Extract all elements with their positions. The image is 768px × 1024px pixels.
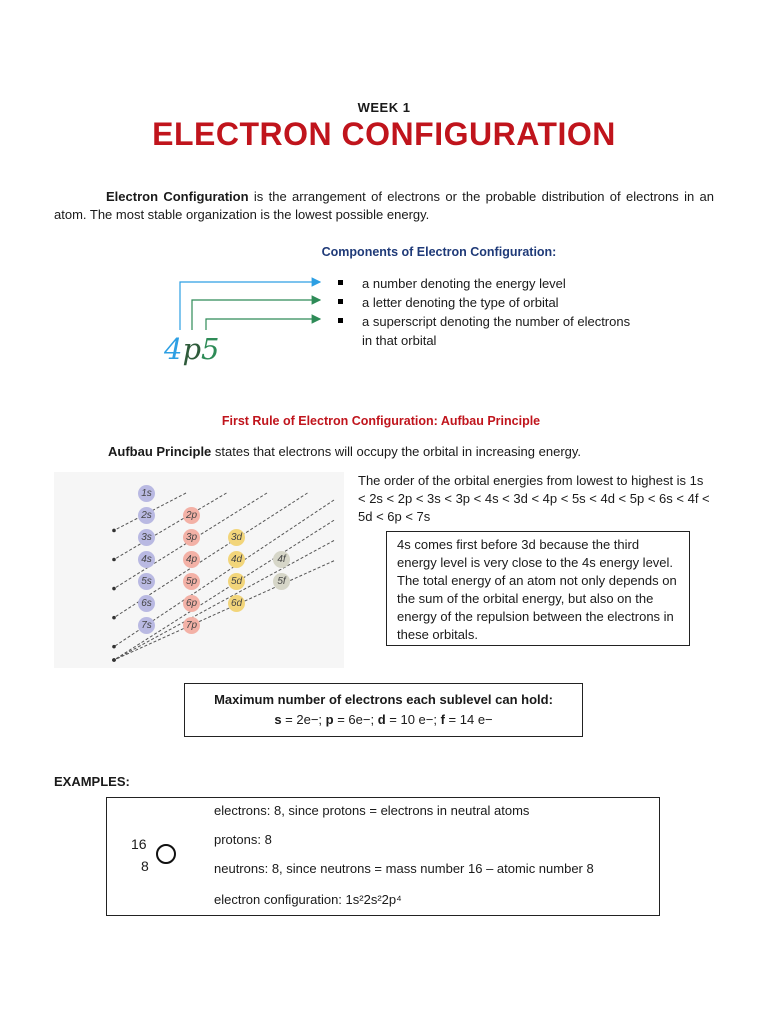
intro-text: is the arrangement of electrons or the probable distribution of electrons in an atom. The most stable organization is the lowest possible energy. [54, 189, 714, 222]
arrow-number [180, 282, 320, 330]
orbital-4s: 4s [138, 551, 155, 568]
arrow-letter [192, 300, 320, 330]
aufbau-text: states that electrons will occupy the orbital in increasing energy. [211, 444, 582, 459]
orbital-6s: 6s [138, 595, 155, 612]
example-line: neutrons: 8, since neutrons = mass number 16 – atomic number 8 [214, 861, 594, 876]
sublevel-p: p [325, 712, 334, 727]
orbital-7p: 7p [183, 617, 200, 634]
orbital-2p: 2p [183, 507, 200, 524]
page-title: ELECTRON CONFIGURATION [152, 116, 616, 152]
sublevel-d: d [377, 712, 386, 727]
intro-term: Electron Configuration [106, 189, 249, 204]
sublevel-s-value: = 2e−; [281, 712, 326, 727]
orbital-5d: 5d [228, 573, 245, 590]
sublevel-p-value: = 6e−; [333, 712, 378, 727]
arrow-head [112, 587, 116, 591]
orbital-order-text: The order of the orbital energies from lowest to highest is 1s < 2s < 2p < 3s < 3p < 4s < 3d < 4p < 5s < 4d < 5p < 6s < 4f < 5d < 6p < 7s [358, 473, 710, 524]
orbital-4p: 4p [183, 551, 200, 568]
orbital-3d: 3d [228, 529, 245, 546]
oxygen-symbol-icon [156, 844, 176, 864]
notation-number: 4 [164, 332, 183, 366]
aufbau-heading: First Rule of Electron Configuration: Aufbau Principle [221, 414, 541, 428]
orbital-2s: 2s [138, 507, 155, 524]
orbital-6d: 6d [228, 595, 245, 612]
max-electrons-heading: Maximum number of electrons each sublevel can hold: [214, 692, 553, 707]
orbital-5p: 5p [183, 573, 200, 590]
arrow-head [112, 529, 116, 533]
orbital-1s: 1s [138, 485, 155, 502]
notation-superscript: 5 [201, 332, 220, 366]
example-notation [164, 332, 219, 366]
week-label: WEEK 1 [357, 100, 411, 115]
aufbau-term: Aufbau Principle [108, 444, 212, 459]
orbital-4f: 4f [273, 551, 290, 568]
examples-heading: EXAMPLES: [54, 774, 130, 789]
components-heading: Components of Electron Configuration: [321, 245, 557, 259]
arrow-head [112, 658, 116, 662]
example-line: protons: 8 [214, 832, 272, 847]
arrow-superscript [206, 319, 320, 330]
notation-letter: p [182, 332, 202, 366]
orbital-5f: 5f [273, 573, 290, 590]
example-box [106, 797, 660, 916]
orbital-6p: 6p [183, 595, 200, 612]
intro-paragraph [54, 188, 714, 224]
aufbau-diagram [54, 472, 344, 668]
components-list [338, 274, 638, 350]
diagonal-arrow [114, 493, 227, 560]
sublevel-d-value: = 10 e−; [385, 712, 441, 727]
mass-number: 16 [131, 836, 147, 852]
arrow-head [112, 616, 116, 620]
list-item: a number denoting the energy level [338, 274, 638, 293]
list-item: a superscript denoting the number of electrons in that orbital [338, 312, 638, 350]
orbital-3p: 3p [183, 529, 200, 546]
aufbau-statement [108, 444, 581, 459]
sublevel-s: s [274, 712, 282, 727]
sublevel-f: f [440, 712, 445, 727]
orbital-3s: 3s [138, 529, 155, 546]
example-line: electrons: 8, since protons = electrons in neutral atoms [214, 803, 530, 818]
note-box: 4s comes first before 3d because the third energy level is very close to the 4s energy level. The total energy of an atom not only depends on the sum of the orbital energy, but also on the energy of the repulsion between the electrons in these orbitals. [386, 531, 690, 646]
orbital-5s: 5s [138, 573, 155, 590]
max-electrons-box [184, 683, 583, 737]
component-arrows [170, 274, 330, 340]
atomic-number: 8 [141, 858, 149, 874]
diagram-arrows [54, 472, 344, 668]
list-item: a letter denoting the type of orbital [338, 293, 638, 312]
sublevel-f-value: = 14 e− [444, 712, 493, 727]
arrow-head [112, 558, 116, 562]
arrow-head [112, 645, 116, 649]
example-line: electron configuration: 1s²2s²2p⁴ [214, 892, 402, 907]
max-electrons-values [185, 710, 582, 730]
orbital-7s: 7s [138, 617, 155, 634]
orbital-4d: 4d [228, 551, 245, 568]
